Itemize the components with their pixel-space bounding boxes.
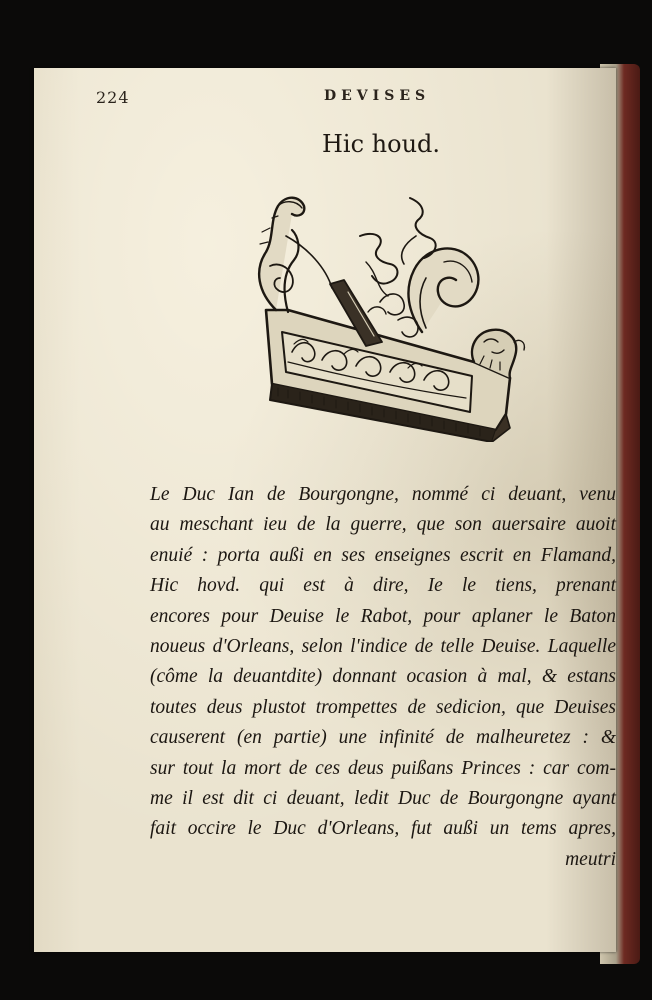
text-line: causerent (en partie) une infinité de malheuretez : &: [150, 727, 616, 749]
text-line: Le Duc Ian de Bourgongne, nommé ci deuant, venu: [150, 484, 616, 505]
text-line: toutes deus plustot trompettes de sedicion, que Deuises: [150, 696, 616, 718]
text-line: sur tout la mort de ces deus puißans Princes : car com-: [150, 757, 616, 779]
text-line: (côme la deuantdite) donnant ocasion à mal, & estans: [150, 666, 616, 688]
text-line: Hic hovd. qui est à dire, Ie le tiens, prenant: [150, 575, 616, 597]
running-title: DEVISES: [324, 88, 431, 104]
text-line: enuié : porta außi en ses enseignes escrit en Flamand,: [150, 544, 616, 566]
carpenters-plane-woodcut-icon: [248, 192, 532, 442]
text-line: encores pour Deuise le Rabot, pour aplaner le Baton: [150, 605, 616, 627]
page-number: 224: [96, 88, 130, 107]
text-line: me il est dit ci deuant, ledit Duc de Bourgongne ayant: [150, 788, 616, 810]
text-line: fait occire le Duc d'Orleans, fut außi un tems apres,: [150, 818, 616, 840]
body-paragraph: [150, 480, 616, 875]
catchword: meutri: [565, 848, 616, 870]
text-line: noueus d'Orleans, selon l'indice de telle Deuise. Laquelle: [150, 636, 616, 658]
text-line: au meschant ieu de la guerre, que son auersaire auoit: [150, 514, 616, 536]
motto-heading: Hic houd.: [322, 130, 441, 158]
